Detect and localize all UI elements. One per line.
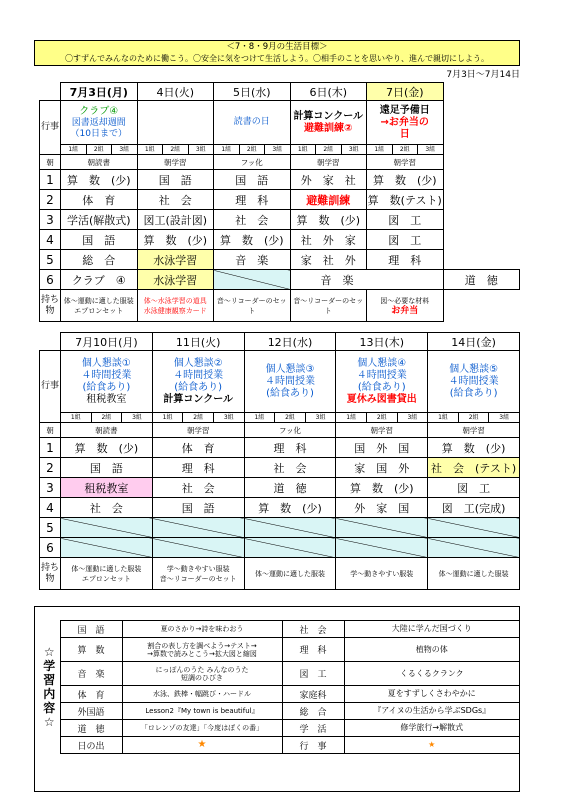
subject-content: ★ xyxy=(122,737,282,754)
subject-content: にっぽんのうた みんなのうた 短調のひびき xyxy=(122,662,282,686)
subject-name: 学 活 xyxy=(282,720,344,737)
w2-event-1: 個人懇談① ４時間授業 (給食あり) 租税教室 xyxy=(61,351,153,413)
subject-name: 社 会 xyxy=(282,621,344,638)
week2-schedule: 7月10日(月) 11日(火) 12日(水) 13日(木) 14日(金) 行事 個人懇談① ４時間授業 (給食あり) 租税教室 個人懇談② ４時間授業 (給食あり) 計算コンクール 個人懇談③ ４時間授業 (給食あり) 個人懇談④ ４時間授業 (給食あり) 夏休み図書貸出 個人懇談⑤ ４時間授業 (給食あり) 1組 2組 3組 1組 2組 3組 1組 2組 3組 1組 2組 3組 1組 2組 3組 朝 朝読書 朝学習 フッ化 朝学習 朝学習 1 算 数 (少) 体 育 理 科 国 外 国 算 数 (少) 2 国 語 理 科 社 会 家 国 外 社 会 (テスト) 3 租税教室 社 会 道 徳 算 数 (少) 図 工 4 社 会 国 語 算 数 (少) 外 家 国 図 工(完成) 5 6 持ち物 体～運動に適した服装 エプロンセット 学～動きやすい服装 音～リコーダーのセット 体～運動に適した服装 学～動きやすい服装 体～運動に適した服装 xyxy=(39,332,520,590)
learning-heading: ☆ 学 習 内 容 ☆ xyxy=(43,645,56,729)
learning-table xyxy=(39,620,520,754)
w1-mochimono-label: 持ち物 xyxy=(40,290,61,322)
w1-event-label: 行事 xyxy=(40,101,61,155)
w2-day-1: 7月10日(月) xyxy=(61,333,153,351)
learning-row xyxy=(39,662,520,686)
learning-row xyxy=(39,621,520,638)
w2-event-2: 個人懇談② ４時間授業 (給食あり) 計算コンクール xyxy=(152,351,244,413)
learning-row xyxy=(39,686,520,703)
goals-text: 〇すずんでみんなのために働こう。〇安全に気をつけて生活しよう。〇相手のことを思いやり、進んで親切にしよう。 xyxy=(64,54,490,63)
subject-content: 大陸に学んだ国づくり xyxy=(344,621,520,638)
subject-name: 総 合 xyxy=(282,703,344,720)
w1-day-4: 6日(木) xyxy=(290,83,367,101)
w1-day-2: 4日(火) xyxy=(137,83,214,101)
w1-day-1: 7月3日(月) xyxy=(61,83,138,101)
w2-event-label: 行事 xyxy=(40,351,61,423)
week1-schedule: 7月3日(月) 4日(火) 5日(水) 6日(木) 7日(金) 行事 クラブ④ 図書返却週間 （10日まで） 読書の日 計算コンクール 避難訓練② 遠足予備日 →お弁当の 日 1組 2組 3組 1組 2組 3組 1組 2組 3組 1組 2組 3組 1組 2組 3組 朝 朝読書 朝学習 フッ化 朝学習 朝学習 1 算 数 (少) 国 語 国 語 外 家 社 算 数 (少) 2 体 育 社 会 理 科 避難訓練 算 数(テスト) 3 学活(解散式) 図工(設計図) 社 会 算 数 (少) 図 工 4 国 語 算 数 (少) 算 数 (少) 社 外 家 図 工 5 総 合 水泳学習 音 楽 家 社 外 理 科 6 クラブ ④ 水泳学習 音 楽 道 徳 持ち物 体～運動に適した服装 エプロンセット 体～水泳学習の道具 水泳健康観察カード 音～リコーダーのセット 音～リコーダーのセット 図～必要な材料 お弁当 xyxy=(39,82,520,322)
subject-name: 日の出 xyxy=(60,737,122,754)
subject-content: 水泳、鉄棒・幅跳び・ハードル xyxy=(122,686,282,703)
w2-event-3: 個人懇談③ ４時間授業 (給食あり) xyxy=(244,351,336,413)
w1-event-1: クラブ④ 図書返却週間 （10日まで） xyxy=(61,101,138,145)
subject-name: 行 事 xyxy=(282,737,344,754)
period-range: 7月3日～7月14日 xyxy=(446,70,520,80)
subject-content: 「ロレンゾの友達」「今度はぼくの番」 xyxy=(122,720,282,737)
subject-content: 植物の体 xyxy=(344,638,520,662)
learning-row xyxy=(39,703,520,720)
w2-day-5: 14日(金) xyxy=(428,333,520,351)
w1-event-3: 読書の日 xyxy=(214,101,291,145)
w2-event-4: 個人懇談④ ４時間授業 (給食あり) 夏休み図書貸出 xyxy=(336,351,428,413)
subject-content: 夏のさかり→詩を味わおう xyxy=(122,621,282,638)
w1-morning-1: 朝読書 xyxy=(61,155,138,170)
subject-content: ★ xyxy=(344,737,520,754)
goals-title: ＜7・8・9月の生活目標＞ xyxy=(226,42,328,52)
w2-day-2: 11日(火) xyxy=(152,333,244,351)
subject-content: 夏をすずしくさわやかに xyxy=(344,686,520,703)
learning-row xyxy=(39,737,520,754)
subject-content: 割合の表し方を調べよう→テスト→ →算数で読みとこう→拡大図と縮図 xyxy=(122,638,282,662)
w1-event-5: 遠足予備日 →お弁当の 日 xyxy=(367,101,444,145)
subject-name: 理 科 xyxy=(282,638,344,662)
w1-event-4: 計算コンクール 避難訓練② xyxy=(290,101,367,145)
learning-row xyxy=(39,638,520,662)
w2-event-5: 個人懇談⑤ ４時間授業 (給食あり) xyxy=(428,351,520,413)
subject-content: Lesson2『My town is beautiful』 xyxy=(122,703,282,720)
w1-morning-label: 朝 xyxy=(40,155,61,170)
w1-morning-4: 朝学習 xyxy=(290,155,367,170)
w1-day-3: 5日(水) xyxy=(214,83,291,101)
subject-name: 家庭科 xyxy=(282,686,344,703)
subject-name: 算 数 xyxy=(60,638,122,662)
subject-name: 体 育 xyxy=(60,686,122,703)
w1-event-2 xyxy=(137,101,214,145)
subject-name: 国 語 xyxy=(60,621,122,638)
w2-day-3: 12日(水) xyxy=(244,333,336,351)
goals-box xyxy=(34,40,520,66)
subject-content: 『アイヌの生活から学ぶSDGs』 xyxy=(344,703,520,720)
subject-name: 道 徳 xyxy=(60,720,122,737)
subject-name: 外国語 xyxy=(60,703,122,720)
learning-row xyxy=(39,720,520,737)
w1-morning-2: 朝学習 xyxy=(137,155,214,170)
w2-day-4: 13日(木) xyxy=(336,333,428,351)
subject-name: 図 工 xyxy=(282,662,344,686)
subject-content: 修学旅行→解散式 xyxy=(344,720,520,737)
w1-morning-3: フッ化 xyxy=(214,155,291,170)
w1-day-5: 7日(金) xyxy=(367,83,444,101)
w1-morning-5: 朝学習 xyxy=(367,155,444,170)
subject-name: 音 楽 xyxy=(60,662,122,686)
subject-content: くるくるクランク xyxy=(344,662,520,686)
